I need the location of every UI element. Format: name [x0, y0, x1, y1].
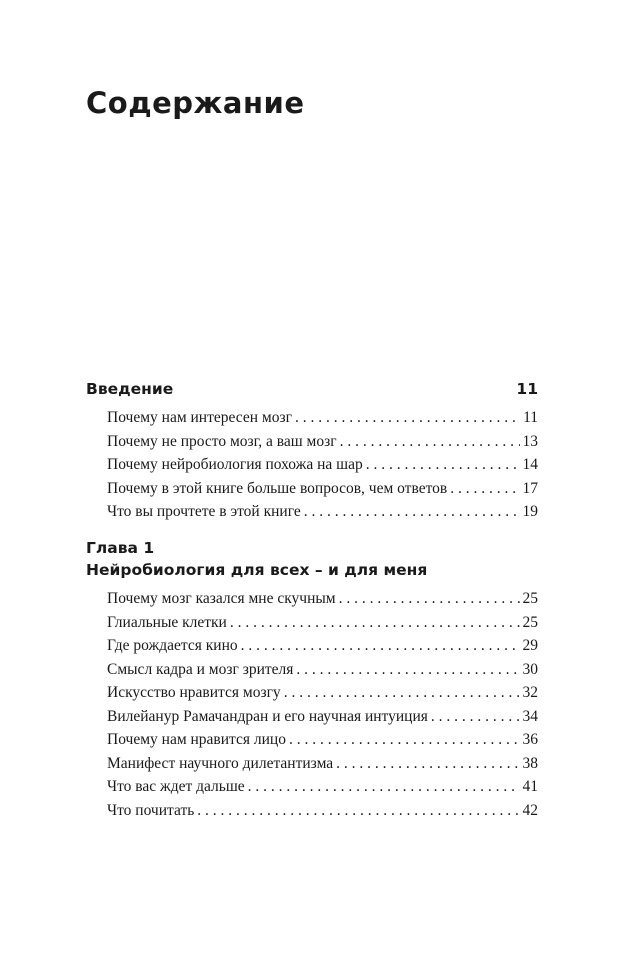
- toc-entry-title: Почему в этой книге больше вопросов, чем ответов: [107, 479, 448, 497]
- toc-entry-title: Что вы прочтете в этой книге: [107, 503, 301, 520]
- section-page-number: 11: [516, 380, 538, 398]
- toc-entry-page: 42: [522, 801, 538, 819]
- toc-entry[interactable]: [86, 681, 538, 705]
- dot-leader: [289, 728, 520, 752]
- toc-entry-title: Вилейанур Рамачандран и его научная интуиция: [107, 707, 428, 725]
- toc-entry[interactable]: [86, 406, 538, 430]
- toc-entry[interactable]: [86, 587, 538, 611]
- toc-entry-page: 25: [522, 613, 538, 631]
- toc-entry-title: Почему мозг казался мне скучным: [107, 590, 336, 607]
- dot-leader: [241, 634, 520, 658]
- page-title: Содержание: [86, 86, 305, 120]
- dot-leader: [340, 430, 520, 454]
- dot-leader: [336, 752, 519, 776]
- toc-entry-page: 11: [523, 409, 538, 426]
- dot-leader: [296, 658, 519, 682]
- toc-entry[interactable]: [86, 799, 538, 823]
- toc-entry-title: Глиальные клетки: [107, 613, 227, 631]
- dot-leader: [366, 453, 520, 477]
- toc-entry[interactable]: [86, 705, 538, 729]
- toc-entry[interactable]: [86, 453, 538, 477]
- toc-entry[interactable]: [86, 658, 538, 682]
- toc-entry-title: Манифест научного дилетантизма: [107, 754, 334, 772]
- dot-leader: [295, 406, 520, 430]
- toc-entry-title: Почему не просто мозг, а ваш мозг: [107, 432, 337, 450]
- toc-entry-title: Что вас ждет дальше: [107, 778, 245, 795]
- dot-leader: [197, 799, 519, 823]
- dot-leader: [431, 705, 520, 729]
- toc-entry[interactable]: [86, 611, 538, 635]
- toc-entry-page: 38: [522, 754, 538, 772]
- toc-entry[interactable]: [86, 634, 538, 658]
- toc-entry[interactable]: [86, 500, 538, 524]
- toc-entry-title: Почему нам нравится лицо: [107, 731, 286, 748]
- toc-entry-title: Смысл кадра и мозг зрителя: [107, 660, 294, 678]
- toc-section-chapter-1: [86, 537, 538, 822]
- toc-entry-title: Почему нам интересен мозг: [107, 409, 292, 426]
- dot-leader: [339, 587, 520, 611]
- toc-entry-page: 13: [522, 432, 538, 450]
- toc-entry-page: 19: [522, 503, 538, 520]
- dot-leader: [284, 681, 520, 705]
- toc-entry-page: 30: [522, 660, 538, 678]
- toc-entry[interactable]: [86, 775, 538, 799]
- toc-entry[interactable]: [86, 430, 538, 454]
- section-title: Введение: [86, 380, 174, 398]
- toc-entry-title: Что почитать: [107, 801, 195, 819]
- dot-leader: [230, 611, 520, 635]
- toc-entry-page: 29: [522, 637, 538, 654]
- toc-entry[interactable]: [86, 728, 538, 752]
- toc-entry-page: 41: [522, 778, 538, 795]
- toc-entry-page: 17: [522, 479, 538, 497]
- toc-entry[interactable]: [86, 752, 538, 776]
- toc-entry-page: 36: [522, 731, 538, 748]
- toc-entry[interactable]: [86, 477, 538, 501]
- section-heading-intro[interactable]: [86, 378, 538, 406]
- toc-entry-title: Почему нейробиология похожа на шар: [107, 456, 363, 473]
- dot-leader: [450, 477, 519, 501]
- dot-leader: [248, 775, 520, 799]
- chapter-title[interactable]: Нейробиология для всех – и для меня: [86, 561, 428, 579]
- toc-entry-title: Где рождается кино: [107, 637, 238, 654]
- dot-leader: [304, 500, 520, 524]
- toc-entry-page: 32: [522, 684, 538, 701]
- toc-entry-page: 14: [522, 456, 538, 473]
- toc-section-intro: [86, 378, 538, 524]
- toc-entry-page: 25: [522, 590, 538, 607]
- toc-entry-title: Искусство нравится мозгу: [107, 684, 281, 701]
- chapter-label: Глава 1: [86, 539, 155, 557]
- toc-entry-page: 34: [522, 707, 538, 725]
